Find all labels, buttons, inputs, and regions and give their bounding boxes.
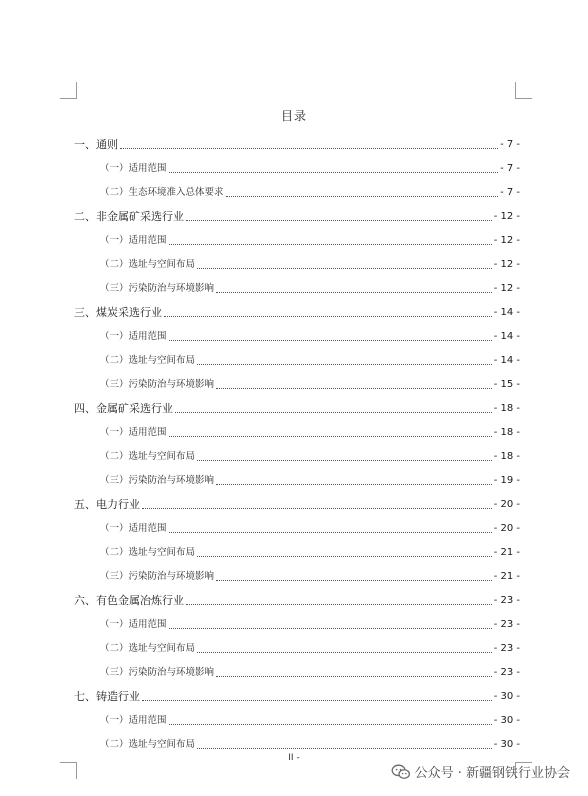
toc-entry-label: （一）适用范围 bbox=[100, 163, 167, 174]
toc-entry-label: （二）选址与空间布局 bbox=[100, 259, 196, 270]
toc-page-number: - 14 - bbox=[493, 307, 520, 318]
toc-page-number: - 30 - bbox=[493, 739, 520, 750]
toc-page-number: - 18 - bbox=[493, 451, 520, 462]
toc-entry-label: （一）适用范围 bbox=[100, 523, 167, 534]
wechat-icon bbox=[391, 764, 411, 780]
toc-section-entry[interactable] bbox=[74, 536, 520, 560]
toc-page-number: - 20 - bbox=[493, 499, 520, 510]
toc-dot-leader bbox=[120, 148, 498, 149]
toc-entry-label: 五、电力行业 bbox=[74, 498, 140, 511]
toc-section-entry[interactable] bbox=[74, 560, 520, 584]
toc-page-number: - 14 - bbox=[493, 331, 520, 342]
toc-section-entry[interactable] bbox=[74, 464, 520, 488]
toc-dot-leader bbox=[169, 532, 492, 533]
toc-dot-leader bbox=[186, 220, 492, 221]
toc-dot-leader bbox=[197, 652, 492, 653]
toc-entry-label: （二）生态环境准入总体要求 bbox=[100, 187, 224, 198]
toc-entry-label: （三）污染防治与环境影响 bbox=[100, 475, 215, 486]
toc-entry-label: （三）污染防治与环境影响 bbox=[100, 571, 215, 582]
toc-entry-label: （一）适用范围 bbox=[100, 235, 167, 246]
toc-section-entry[interactable] bbox=[74, 176, 520, 200]
toc-entry-label: 三、煤炭采选行业 bbox=[74, 306, 162, 319]
toc-section-entry[interactable] bbox=[74, 656, 520, 680]
toc-section-entry[interactable] bbox=[74, 440, 520, 464]
crop-mark-bottom-left bbox=[60, 762, 77, 779]
toc-dot-leader bbox=[169, 244, 492, 245]
toc-section-entry[interactable] bbox=[74, 608, 520, 632]
toc-dot-leader bbox=[216, 484, 492, 485]
toc-page-number: - 20 - bbox=[493, 523, 520, 534]
toc-entry-label: （一）适用范围 bbox=[100, 331, 167, 342]
toc-entry-label: 六、有色金属冶炼行业 bbox=[74, 594, 184, 607]
toc-page-number: - 18 - bbox=[493, 427, 520, 438]
toc-section-entry[interactable] bbox=[74, 368, 520, 392]
toc-chapter-entry[interactable] bbox=[74, 488, 520, 512]
toc-page-number: - 12 - bbox=[493, 235, 520, 246]
toc-dot-leader bbox=[197, 460, 492, 461]
toc-entry-label: （二）选址与空间布局 bbox=[100, 643, 196, 654]
toc-dot-leader bbox=[186, 604, 492, 605]
toc-chapter-entry[interactable] bbox=[74, 392, 520, 416]
toc-page-number: - 7 - bbox=[500, 139, 520, 150]
watermark bbox=[391, 762, 570, 781]
toc-entry-label: （二）选址与空间布局 bbox=[100, 739, 196, 750]
toc-dot-leader bbox=[216, 388, 492, 389]
watermark-text: 公众号 · 新疆钢铁行业协会 bbox=[414, 766, 570, 781]
toc-dot-leader bbox=[197, 268, 492, 269]
toc-chapter-entry[interactable] bbox=[74, 680, 520, 704]
toc-chapter-entry[interactable] bbox=[74, 200, 520, 224]
toc-page-number: - 14 - bbox=[493, 355, 520, 366]
toc-page-number: - 12 - bbox=[493, 259, 520, 270]
toc-page-number: - 23 - bbox=[493, 667, 520, 678]
toc-page-number: - 18 - bbox=[493, 403, 520, 414]
toc-section-entry[interactable] bbox=[74, 344, 520, 368]
toc-dot-leader bbox=[216, 676, 492, 677]
toc-entry-label: 二、非金属矿采选行业 bbox=[74, 210, 184, 223]
toc-dot-leader bbox=[197, 556, 492, 557]
toc-section-entry[interactable] bbox=[74, 272, 520, 296]
toc-dot-leader bbox=[197, 748, 492, 749]
toc-section-entry[interactable] bbox=[74, 248, 520, 272]
toc-dot-leader bbox=[169, 628, 492, 629]
toc-dot-leader bbox=[216, 292, 492, 293]
toc-page-number: - 21 - bbox=[493, 571, 520, 582]
toc-dot-leader bbox=[164, 316, 492, 317]
toc-section-entry[interactable] bbox=[74, 224, 520, 248]
toc-page-number: - 12 - bbox=[493, 283, 520, 294]
toc-dot-leader bbox=[169, 436, 492, 437]
toc-section-entry[interactable] bbox=[74, 416, 520, 440]
toc-page-number: - 30 - bbox=[493, 715, 520, 726]
toc-page-number: - 12 - bbox=[493, 211, 520, 222]
toc-dot-leader bbox=[142, 508, 492, 509]
toc-page-number: - 30 - bbox=[493, 691, 520, 702]
toc-dot-leader bbox=[216, 580, 492, 581]
toc-page-number: - 19 - bbox=[493, 475, 520, 486]
toc-title: 目录 bbox=[280, 109, 307, 123]
toc-dot-leader bbox=[197, 364, 492, 365]
toc-chapter-entry[interactable] bbox=[74, 296, 520, 320]
toc-page-number: - 15 - bbox=[493, 379, 520, 390]
toc-section-entry[interactable] bbox=[74, 728, 520, 752]
toc-chapter-entry[interactable] bbox=[74, 128, 520, 152]
toc-dot-leader bbox=[169, 172, 499, 173]
toc-entry-label: （三）污染防治与环境影响 bbox=[100, 379, 215, 390]
toc-entry-label: （三）污染防治与环境影响 bbox=[100, 283, 215, 294]
toc-dot-leader bbox=[226, 196, 499, 197]
toc-section-entry[interactable] bbox=[74, 704, 520, 728]
toc-entry-label: 四、金属矿采选行业 bbox=[74, 402, 173, 415]
toc-entry-label: （二）选址与空间布局 bbox=[100, 355, 196, 366]
toc-dot-leader bbox=[169, 340, 492, 341]
toc-dot-leader bbox=[142, 700, 492, 701]
toc-entry-label: （二）选址与空间布局 bbox=[100, 451, 196, 462]
toc-entry-label: 一、通则 bbox=[74, 138, 118, 151]
toc-page-number: - 23 - bbox=[493, 595, 520, 606]
table-of-contents bbox=[74, 128, 520, 752]
toc-page-number: - 7 - bbox=[500, 187, 520, 198]
toc-entry-label: （一）适用范围 bbox=[100, 715, 167, 726]
toc-page-number: - 21 - bbox=[493, 547, 520, 558]
toc-chapter-entry[interactable] bbox=[74, 584, 520, 608]
crop-mark-top-left bbox=[60, 82, 77, 99]
toc-entry-label: （一）适用范围 bbox=[100, 427, 167, 438]
toc-page-number: - 7 - bbox=[500, 163, 520, 174]
toc-section-entry[interactable] bbox=[74, 512, 520, 536]
toc-section-entry[interactable] bbox=[74, 320, 520, 344]
toc-entry-label: 七、铸造行业 bbox=[74, 690, 140, 703]
toc-page-number: - 23 - bbox=[493, 643, 520, 654]
toc-entry-label: （一）适用范围 bbox=[100, 619, 167, 630]
crop-mark-top-right bbox=[515, 82, 532, 99]
toc-dot-leader bbox=[175, 412, 492, 413]
toc-dot-leader bbox=[169, 724, 492, 725]
toc-section-entry[interactable] bbox=[74, 632, 520, 656]
toc-page-number: - 23 - bbox=[493, 619, 520, 630]
toc-entry-label: （二）选址与空间布局 bbox=[100, 547, 196, 558]
toc-section-entry[interactable] bbox=[74, 152, 520, 176]
toc-entry-label: （三）污染防治与环境影响 bbox=[100, 667, 215, 678]
page-number-footer: II - bbox=[288, 753, 300, 763]
